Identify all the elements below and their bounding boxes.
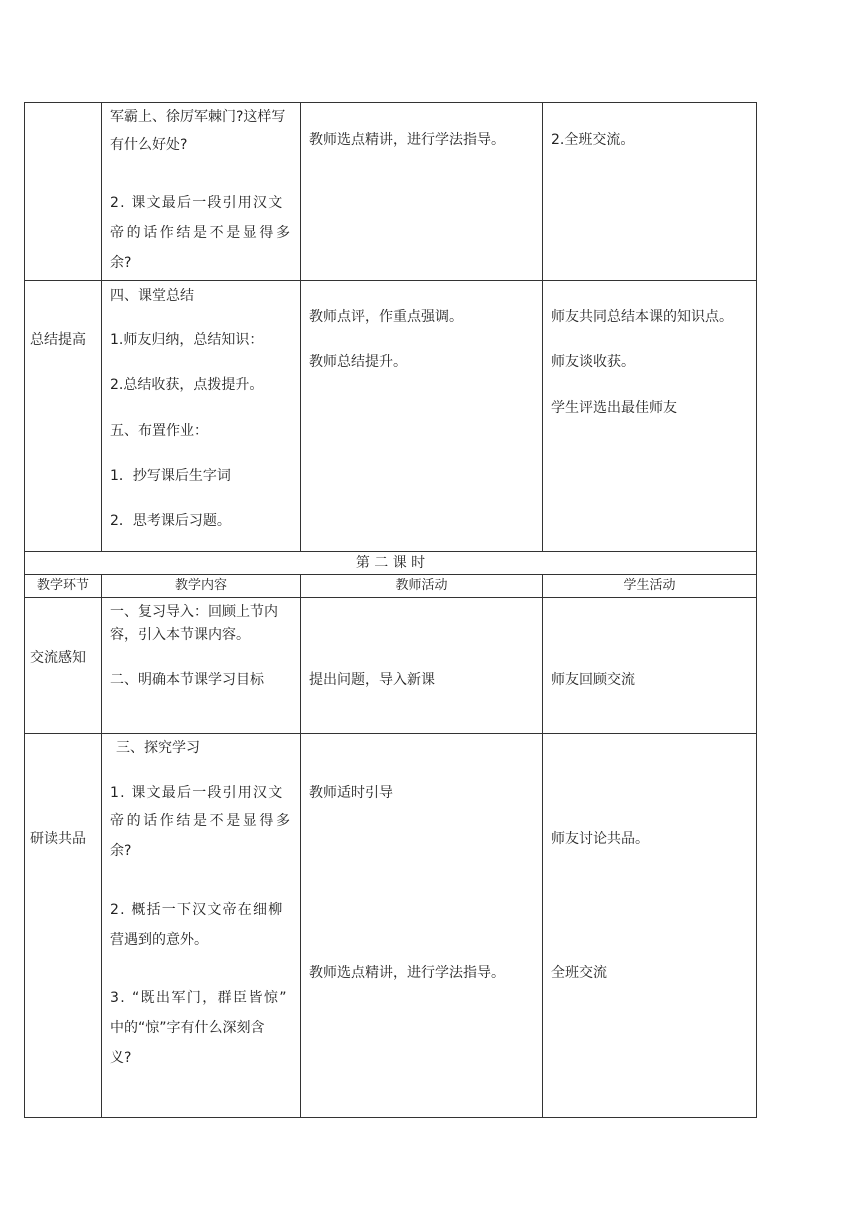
header-stage: 教学环节	[36, 578, 89, 593]
content-line: 1.师友归纳，总结知识：	[110, 332, 264, 348]
table-col-divider	[101, 102, 102, 552]
table-border-bottom	[24, 1117, 757, 1118]
content-line: 容，引入本节课内容。	[110, 627, 250, 643]
content-line: 1. 课文最后一段引用汉文	[110, 785, 284, 801]
student-activity: 全班交流	[551, 965, 607, 981]
lesson-title: 第 二 课 时	[355, 555, 426, 571]
content-line: 五、布置作业：	[110, 423, 208, 439]
header-content: 教学内容	[174, 578, 227, 593]
teacher-activity: 教师选点精讲，进行学法指导。	[309, 132, 505, 148]
student-activity: 学生评选出最佳师友	[551, 400, 677, 416]
content-line: 2.总结收获，点拨提升。	[110, 377, 264, 393]
header-teacher: 教师活动	[395, 578, 448, 593]
content-line: 余?	[110, 843, 132, 859]
teacher-activity: 教师适时引导	[309, 785, 393, 801]
table-col-divider	[300, 102, 301, 552]
content-line: 营遇到的意外。	[110, 932, 208, 948]
table-row-divider	[24, 280, 757, 281]
table-border-left	[24, 102, 25, 1118]
table-col-divider	[101, 574, 102, 1118]
content-line: 中的“惊”字有什么深刻含	[110, 1020, 265, 1036]
content-line: 义?	[110, 1050, 132, 1066]
student-activity: 师友讨论共品。	[551, 831, 649, 847]
table-row-divider	[24, 597, 757, 598]
content-line: 有什么好处?	[110, 137, 188, 153]
student-activity: 师友回顾交流	[551, 672, 635, 688]
content-line: 三、探究学习	[116, 740, 200, 756]
table-border-right	[756, 102, 757, 1118]
teacher-activity: 教师选点精讲，进行学法指导。	[309, 965, 505, 981]
content-line: 1．抄写课后生字词	[110, 468, 231, 484]
content-line: 帝的话作结是不是显得多	[110, 225, 293, 241]
content-line: 四、课堂总结	[110, 288, 194, 304]
content-line: 二、明确本节课学习目标	[110, 672, 264, 688]
content-line: 2. 课文最后一段引用汉文	[110, 195, 284, 211]
content-line: 帝的话作结是不是显得多	[110, 813, 293, 829]
student-activity: 师友共同总结本课的知识点。	[551, 309, 733, 325]
table-col-divider	[542, 102, 543, 552]
content-line: 一、复习导入：回顾上节内	[110, 604, 278, 620]
stage-label: 交流感知	[30, 650, 86, 666]
student-activity: 2.全班交流。	[551, 132, 635, 148]
table-border-top	[24, 102, 757, 103]
content-line: 3. “既出军门，群臣皆惊”	[110, 990, 288, 1006]
content-line: 2. 概括一下汉文帝在细柳	[110, 902, 284, 918]
table-col-divider	[300, 574, 301, 1118]
header-student: 学生活动	[623, 578, 676, 593]
stage-label: 总结提高	[30, 332, 86, 348]
table-row-divider	[24, 733, 757, 734]
teacher-activity: 教师点评，作重点强调。	[309, 309, 463, 325]
teacher-activity: 提出问题，导入新课	[309, 672, 435, 688]
content-line: 2．思考课后习题。	[110, 513, 231, 529]
content-line: 军霸上、徐厉军棘门?这样写	[110, 109, 286, 125]
table-col-divider	[542, 574, 543, 1118]
content-line: 余?	[110, 255, 132, 271]
teacher-activity: 教师总结提升。	[309, 354, 407, 370]
stage-label: 研读共品	[30, 831, 86, 847]
student-activity: 师友谈收获。	[551, 354, 635, 370]
